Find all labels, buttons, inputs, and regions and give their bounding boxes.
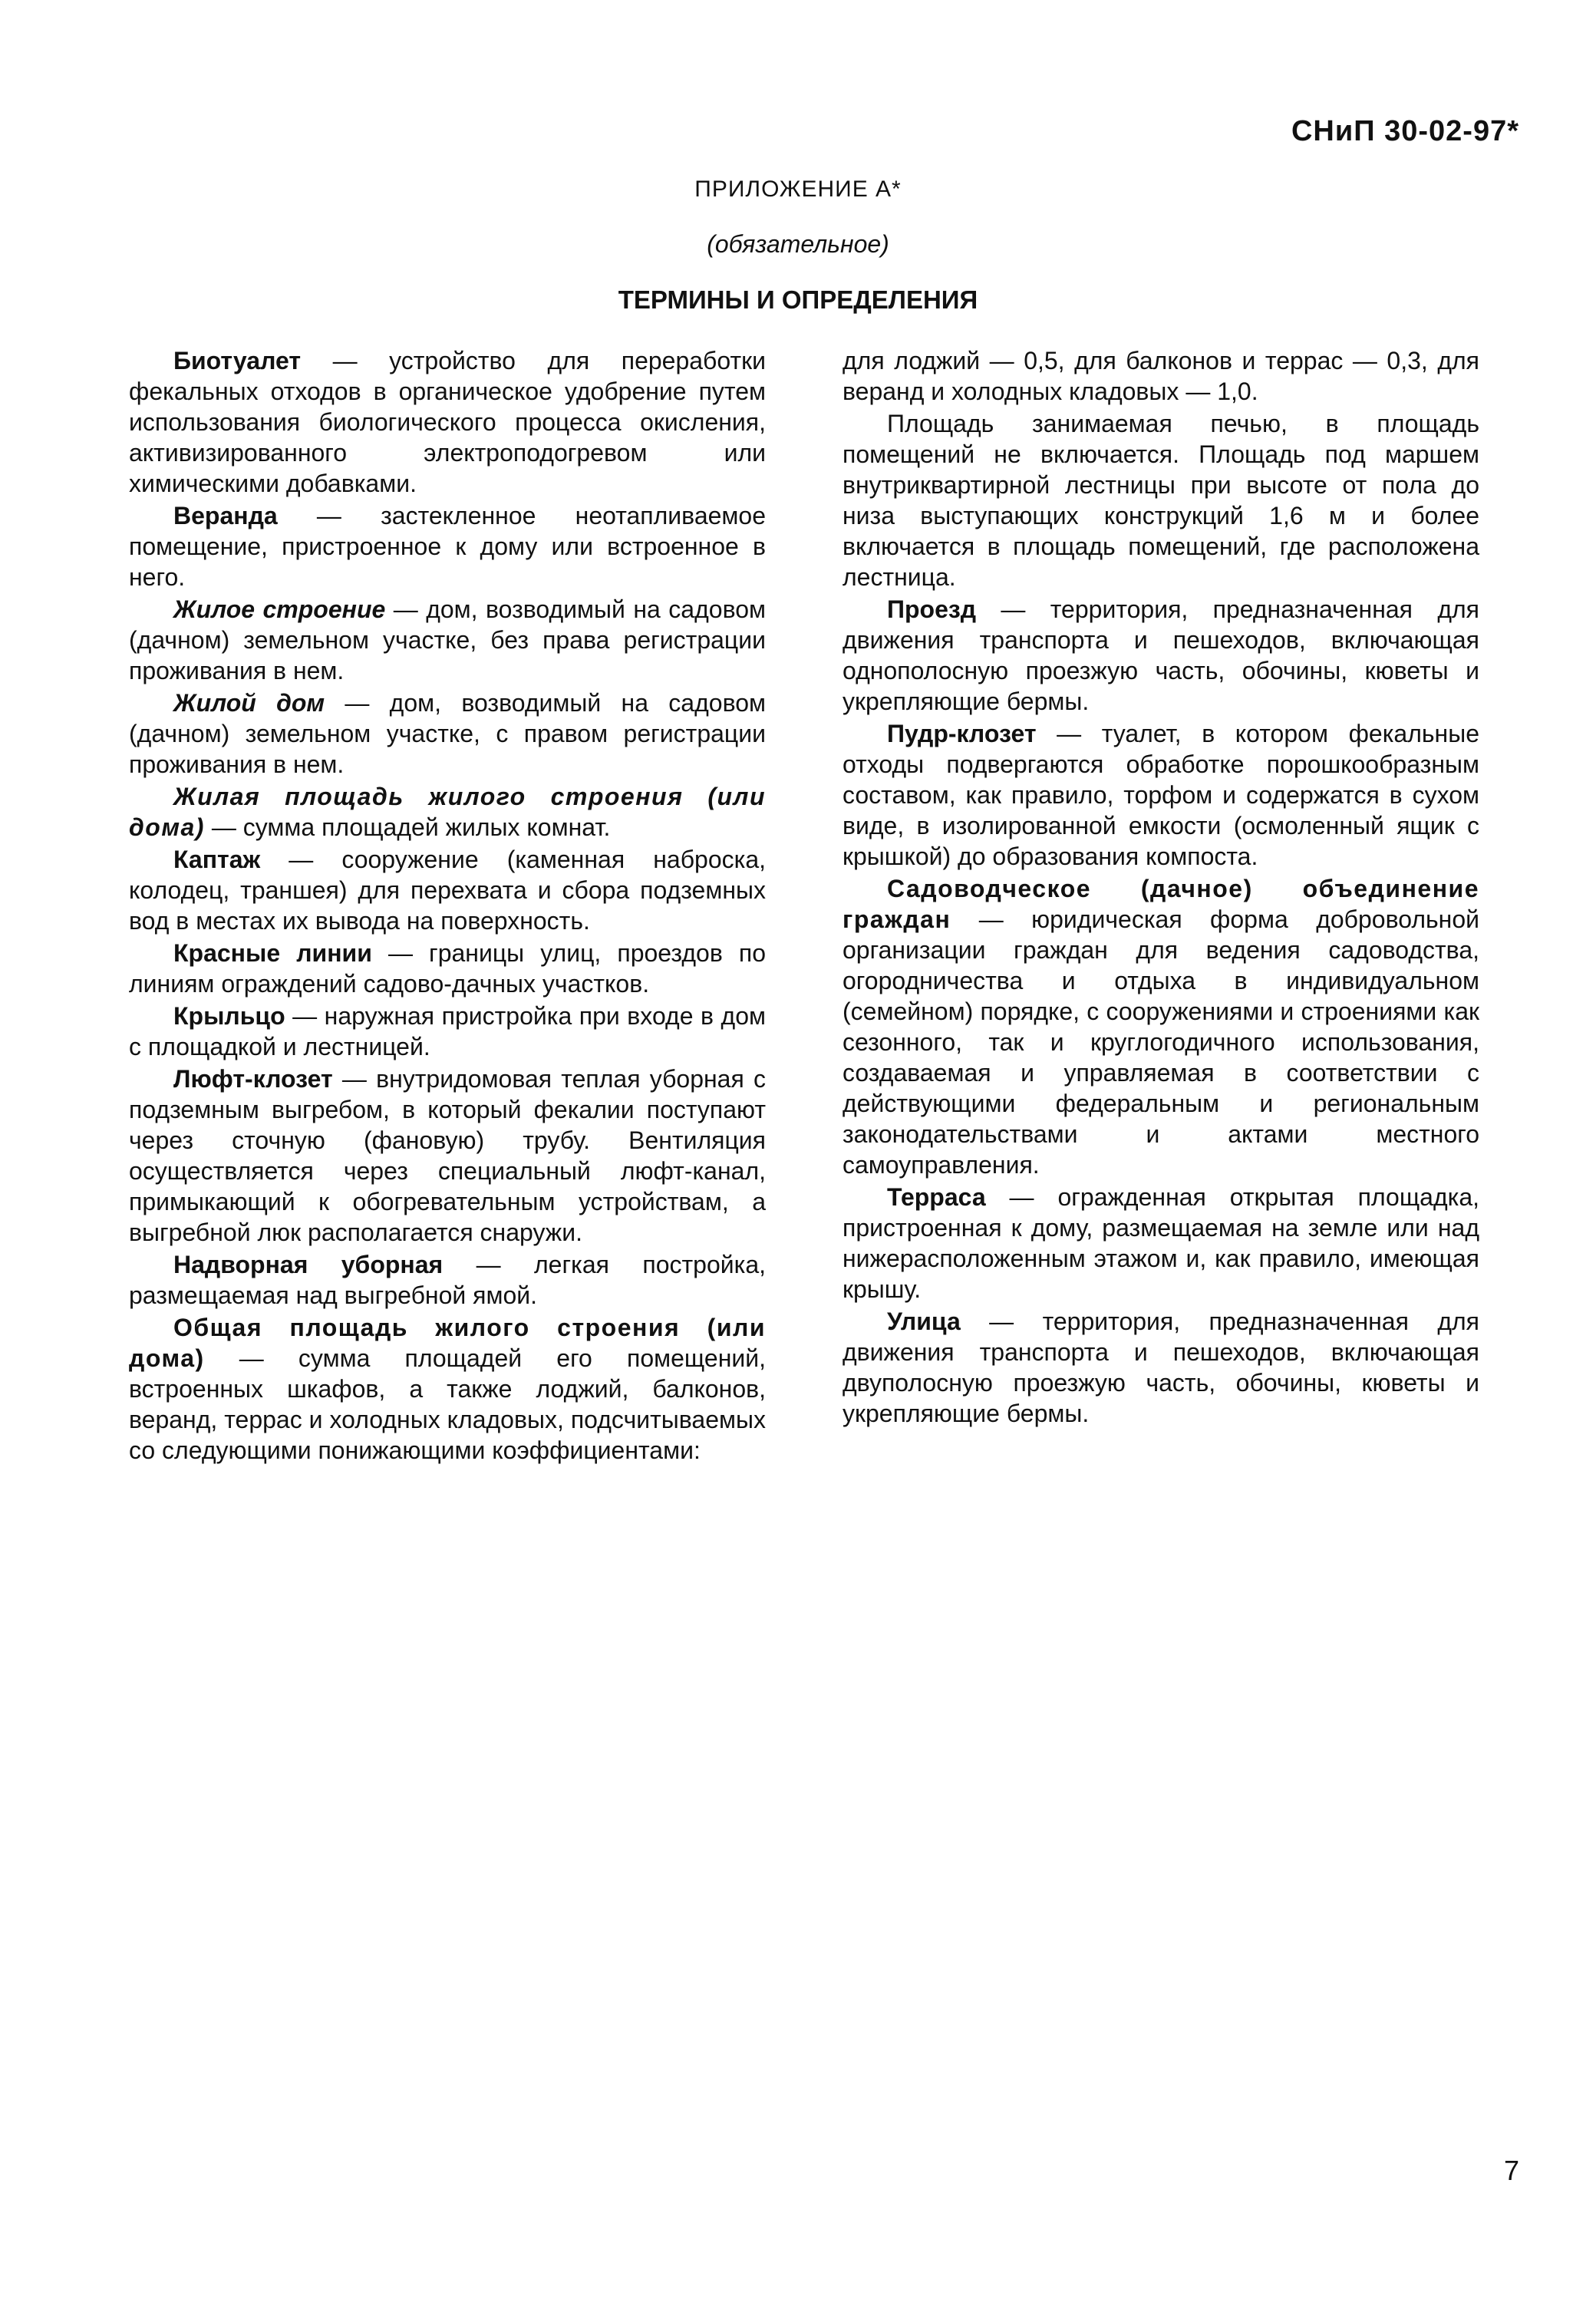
- definition-text: — сумма площадей его помещений, встроенных шкафов, а также лоджий, балконов, веранд, террас и холодных кладовых, подсчитываемых со следующими понижающими коэффициентами:: [129, 1344, 766, 1464]
- term: Жилая площадь жилого строения (или дома): [129, 783, 766, 841]
- definition-entry: [129, 844, 766, 936]
- definition-entry: [129, 1001, 766, 1062]
- definition-entry: [129, 1249, 766, 1311]
- definition-text: — устройство для переработки фекальных отходов в органическое удобрение путем использования биологического процесса окисления, активизированного электроподогревом или химическими добавками.: [129, 347, 766, 497]
- definition-entry: [843, 1306, 1479, 1429]
- appendix-title: ПРИЛОЖЕНИЕ А*: [694, 176, 902, 202]
- term: Каптаж: [173, 846, 261, 873]
- definition-text: — сумма площадей жилых комнат.: [204, 813, 611, 841]
- definition-entry: [129, 938, 766, 999]
- definition-entry: [129, 688, 766, 780]
- definition-entry: [129, 1064, 766, 1248]
- definition-continuation: для лоджий — 0,5, для балконов и террас — 0,3, для веранд и холодных кладовых — 1,0.: [843, 347, 1479, 405]
- term: Жилое строение: [173, 595, 386, 623]
- left-column: [129, 345, 766, 1467]
- definition-text: — юридическая форма добровольной организации граждан для ведения садоводства, огородничества и отдыха в индивидуальном (семейном) порядке, с сооружениями и строениями как сезонного, так и круглогодичного использования, создаваемая и управляемая в соответствии с действующими федеральным и региональным законодательствами и актами местного самоуправления.: [843, 905, 1479, 1179]
- definition-text: — туалет, в котором фекальные отходы подвергаются обработке порошкообразным составом, как правило, торфом и содержатся в сухом виде, в изолированной емкости (осмоленный ящик с крышкой) до образования компоста.: [843, 720, 1479, 870]
- term: Крыльцо: [173, 1002, 285, 1030]
- definition-continuation: Площадь занимаемая печью, в площадь помещений не включается. Площадь под маршем внутриквартирной лестницы при высоте от пола до низа выступающих конструкций 1,6 м и более включается в площадь помещений, где расположена лестница.: [843, 410, 1479, 591]
- term: Люфт-клозет: [173, 1065, 333, 1093]
- term: Жилой дом: [173, 689, 325, 717]
- page-number: 7: [1503, 2155, 1519, 2186]
- appendix-note: (обязательное): [707, 230, 889, 258]
- definition-entry: [129, 345, 766, 499]
- definition-text: — огражденная открытая площадка, пристроенная к дому, размещаемая на земле или над нижерасположенным этажом и, как правило, имеющая крышу.: [843, 1183, 1479, 1303]
- definition-text: — дом, возводимый на садовом (дачном) земельном участке, без права регистрации проживания в нем.: [129, 595, 767, 684]
- definition-entry: [843, 594, 1479, 717]
- term: Веранда: [173, 502, 278, 529]
- term: Терраса: [887, 1183, 986, 1211]
- right-column: [843, 345, 1479, 1430]
- document-code: СНиП 30-02-97*: [1291, 115, 1519, 147]
- term: Надворная уборная: [173, 1251, 444, 1278]
- definition-text: — границы улиц, проездов по линиям ограждений садово-дачных участков.: [129, 939, 767, 998]
- definition-text: — внутридомовая теплая уборная с подземным выгребом, в который фекалии поступают через сточную (фановую) трубу. Вентиляция осуществляется через специальный люфт-канал, примыкающий к обогревательным устройствам, а выгребной люк располагается снаружи.: [129, 1065, 766, 1246]
- term: Садоводческое (дачное) объединение граждан: [843, 875, 1479, 933]
- definition-text: — территория, предназначенная для движения транспорта и пешеходов, включающая однополосную проезжую часть, обочины, кюветы и укрепляющие бермы.: [843, 595, 1479, 715]
- definition-entry: [843, 718, 1479, 872]
- definition-text: — наружная пристройка при входе в дом с площадкой и лестницей.: [129, 1002, 766, 1060]
- term: Проезд: [887, 595, 977, 623]
- term: Общая площадь жилого строения (или дома): [129, 1314, 766, 1372]
- section-title: ТЕРМИНЫ И ОПРЕДЕЛЕНИЯ: [618, 285, 978, 314]
- definition-text: — дом, возводимый на садовом (дачном) земельном участке, с правом регистрации проживания в нем.: [129, 689, 767, 778]
- definition-entry: [843, 873, 1479, 1180]
- definition-text: — легкая постройка, размещаемая над выгребной ямой.: [129, 1251, 767, 1309]
- term: Красные линии: [173, 939, 372, 967]
- definition-entry: [843, 1182, 1479, 1304]
- definition-text: — территория, предназначенная для движения транспорта и пешеходов, включающая двуполосную проезжую часть, обочины, кюветы и укрепляющие бермы.: [843, 1308, 1479, 1427]
- term: Улица: [887, 1308, 961, 1335]
- term: Пудр-клозет: [887, 720, 1037, 747]
- definition-text: — сооружение (каменная наброска, колодец, траншея) для перехвата и сбора подземных вод в местах их вывода на поверхность.: [129, 846, 766, 935]
- definition-entry: [129, 1312, 766, 1466]
- term: Биотуалет: [173, 347, 302, 374]
- definition-entry: [129, 500, 766, 592]
- definition-entry: [129, 594, 766, 686]
- definition-entry: [129, 781, 766, 843]
- definition-text: — застекленное неотапливаемое помещение, пристроенное к дому или встроенное в него.: [129, 502, 766, 591]
